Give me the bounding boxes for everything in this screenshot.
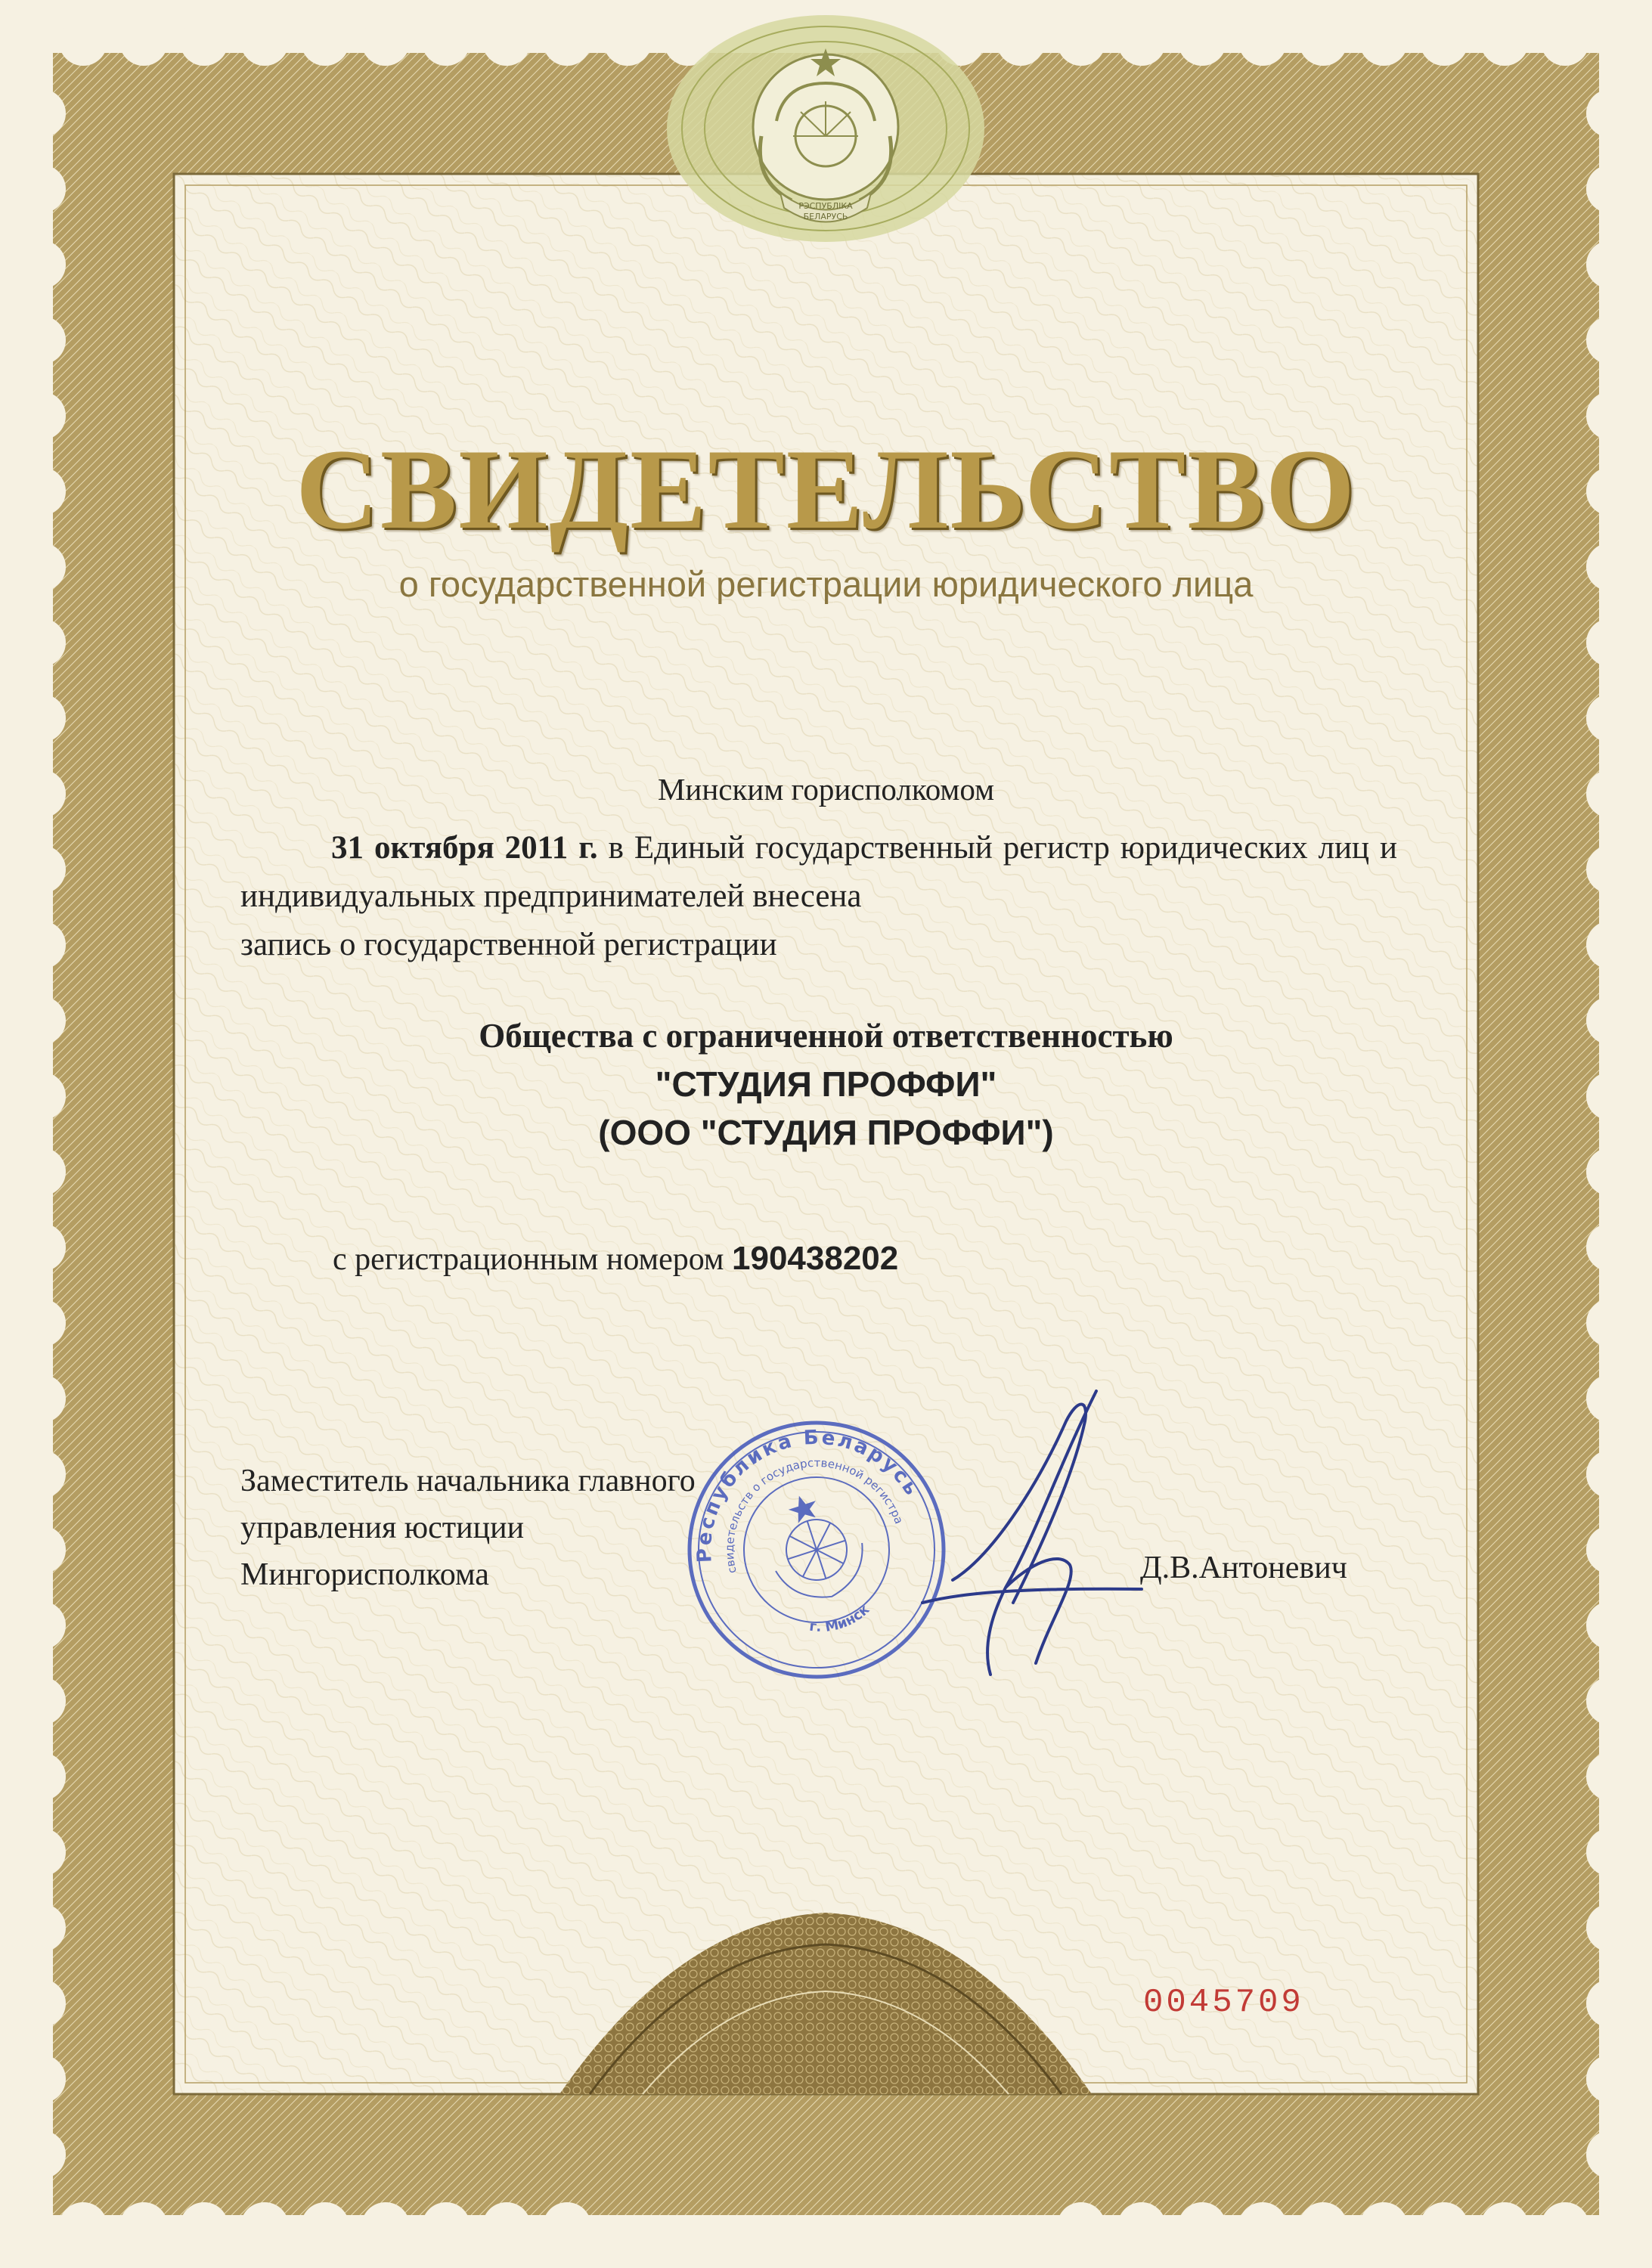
signer-title-line3: Мингорисполкома bbox=[240, 1557, 489, 1592]
registration-date: 31 октября 2011 г. bbox=[331, 830, 598, 866]
entity-name-block bbox=[0, 1012, 1652, 1157]
registration-number-label: с регистрационным номером bbox=[333, 1242, 724, 1277]
emblem-ribbon-bottom: БЕЛАРУСЬ bbox=[803, 212, 848, 222]
registration-number-line bbox=[333, 1240, 898, 1278]
stamp-bottom-text: г. Минск bbox=[808, 1601, 873, 1635]
paragraph-line2: юридических лиц и индивидуальных предпринимателей внесена bbox=[240, 830, 1398, 914]
emblem-ribbon-top: РЭСПУБЛІКА bbox=[798, 201, 853, 211]
entity-line-2: "СТУДИЯ ПРОФФИ" bbox=[655, 1064, 997, 1104]
issuer-line: Минским горисполкомом bbox=[657, 772, 995, 807]
serial-number: 0045709 bbox=[1143, 1984, 1304, 2022]
registration-paragraph bbox=[240, 824, 1397, 969]
coat-of-arms-emblem bbox=[724, 38, 928, 234]
entity-line-3: (ООО "СТУДИЯ ПРОФФИ") bbox=[598, 1113, 1054, 1152]
handwritten-signature bbox=[907, 1376, 1157, 1693]
certificate-title: СВИДЕТЕЛЬСТВО bbox=[296, 426, 1356, 553]
entity-line-1: Общества с ограниченной ответственностью bbox=[479, 1017, 1173, 1055]
signer-title-block bbox=[240, 1458, 696, 1598]
stamp-inner-text: свидетельств о государственной регистрации bbox=[722, 1455, 907, 1575]
stamp-outer-text: Республика Беларусь bbox=[693, 1426, 924, 1563]
signer-title-line2: управления юстиции bbox=[240, 1510, 525, 1545]
registration-number: 190438202 bbox=[732, 1240, 899, 1277]
signer-title-line1: Заместитель начальника главного bbox=[240, 1464, 696, 1498]
signer-name: Д.В.Антоневич bbox=[1140, 1551, 1347, 1585]
paragraph-line1-rest: в Единый государственный регистр bbox=[608, 830, 1110, 866]
paragraph-line3: запись о государственной регистрации bbox=[240, 927, 777, 962]
svg-text:г. Минск bbox=[804, 1600, 875, 1642]
certificate-subtitle: о государственной регистрации юридического лица bbox=[398, 564, 1254, 604]
